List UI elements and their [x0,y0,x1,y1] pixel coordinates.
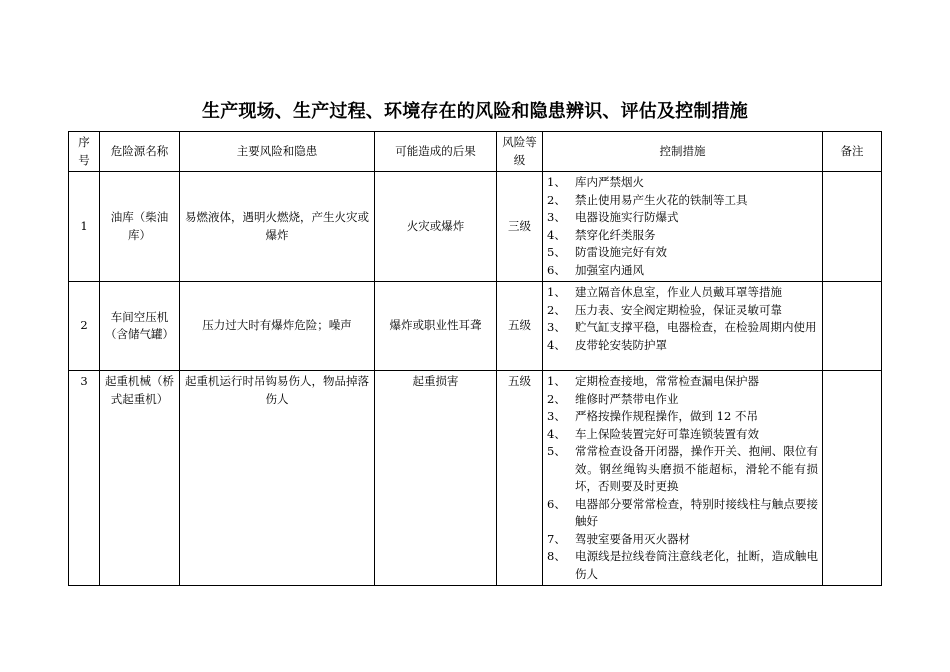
row-risk: 起重机运行时吊钩易伤人，物品掉落伤人 [180,371,375,586]
table-row [69,371,882,586]
header-level: 风险等级 [497,132,543,172]
row-consequence: 火灾或爆炸 [375,172,497,282]
measure-item: 1、 建立隔音休息室，作业人员戴耳罩等措施 [547,285,782,299]
row-source: 起重机械（桥式起重机） [100,371,180,586]
row-source: 车间空压机（含储气罐） [100,282,180,371]
measure-item: 5、 常常检查设备开闭器，操作开关、抱闸、限位有效。钢丝绳钩头磨损不能超标，滑轮不能有损坏，否则要及时更换 [547,444,818,493]
page-title: 生产现场、生产过程、环境存在的风险和隐患辨识、评估及控制措施 [202,101,748,122]
measure-item: 3、 贮气缸支撑平稳，电器检查，在检验周期内使用 [547,320,817,334]
row-level: 五级 [497,282,543,371]
measure-item: 3、 电器设施实行防爆式 [547,210,679,224]
measure-item: 6、 电器部分要常常检查，特别时接线柱与触点要接触好 [547,496,818,528]
row-seq: 3 [69,371,100,586]
header-seq: 序号 [69,132,100,172]
header-consequence: 可能造成的后果 [375,132,497,172]
table-row [69,282,882,371]
measure-item: 4、 车上保险装置完好可靠连锁装置有效 [547,426,759,441]
row-level: 五级 [497,371,543,586]
table-header-row [69,132,882,172]
row-measures [543,172,823,282]
measure-item: 7、 驾驶室要备用灭火器材 [547,531,690,546]
row-seq: 1 [69,172,100,282]
header-risk: 主要风险和隐患 [180,132,375,172]
measure-item: 2、 禁止使用易产生火花的铁制等工具 [547,192,748,207]
row-consequence: 爆炸或职业性耳聋 [375,282,497,371]
measure-item: 3、 严格按操作规程操作，做到 12 不吊 [547,409,758,423]
measure-item: 2、 维修时严禁带电作业 [547,391,679,406]
measure-item: 6、 加强室内通风 [547,262,644,277]
measure-item: 1、 定期检查接地，常常检查漏电保护器 [547,374,759,388]
measure-item: 5、 防雷设施完好有效 [547,245,667,259]
header-remarks: 备注 [823,132,882,172]
measure-item: 8、 电源线是拉线卷筒注意线老化，扯断，造成触电伤人 [547,549,818,581]
measure-item: 4、 禁穿化纤类服务 [547,227,656,242]
row-risk: 易燃液体，遇明火燃烧，产生火灾或爆炸 [180,172,375,282]
header-measures: 控制措施 [543,132,823,172]
measure-item: 4、 皮带轮安装防护罩 [547,337,667,352]
measure-item: 1、 库内严禁烟火 [547,175,644,189]
measure-item: 2、 压力表、安全阀定期检验，保证灵敏可靠 [547,302,782,317]
row-measures [543,282,823,371]
row-source: 油库（柴油库） [100,172,180,282]
row-seq: 2 [69,282,100,371]
row-level: 三级 [497,172,543,282]
header-source: 危险源名称 [100,132,180,172]
row-remarks [823,172,882,282]
row-consequence: 起重损害 [375,371,497,586]
row-remarks [823,371,882,586]
risk-table [68,131,882,586]
row-measures [543,371,823,586]
row-risk: 压力过大时有爆炸危险；噪声 [180,282,375,371]
row-remarks [823,282,882,371]
table-row [69,172,882,282]
